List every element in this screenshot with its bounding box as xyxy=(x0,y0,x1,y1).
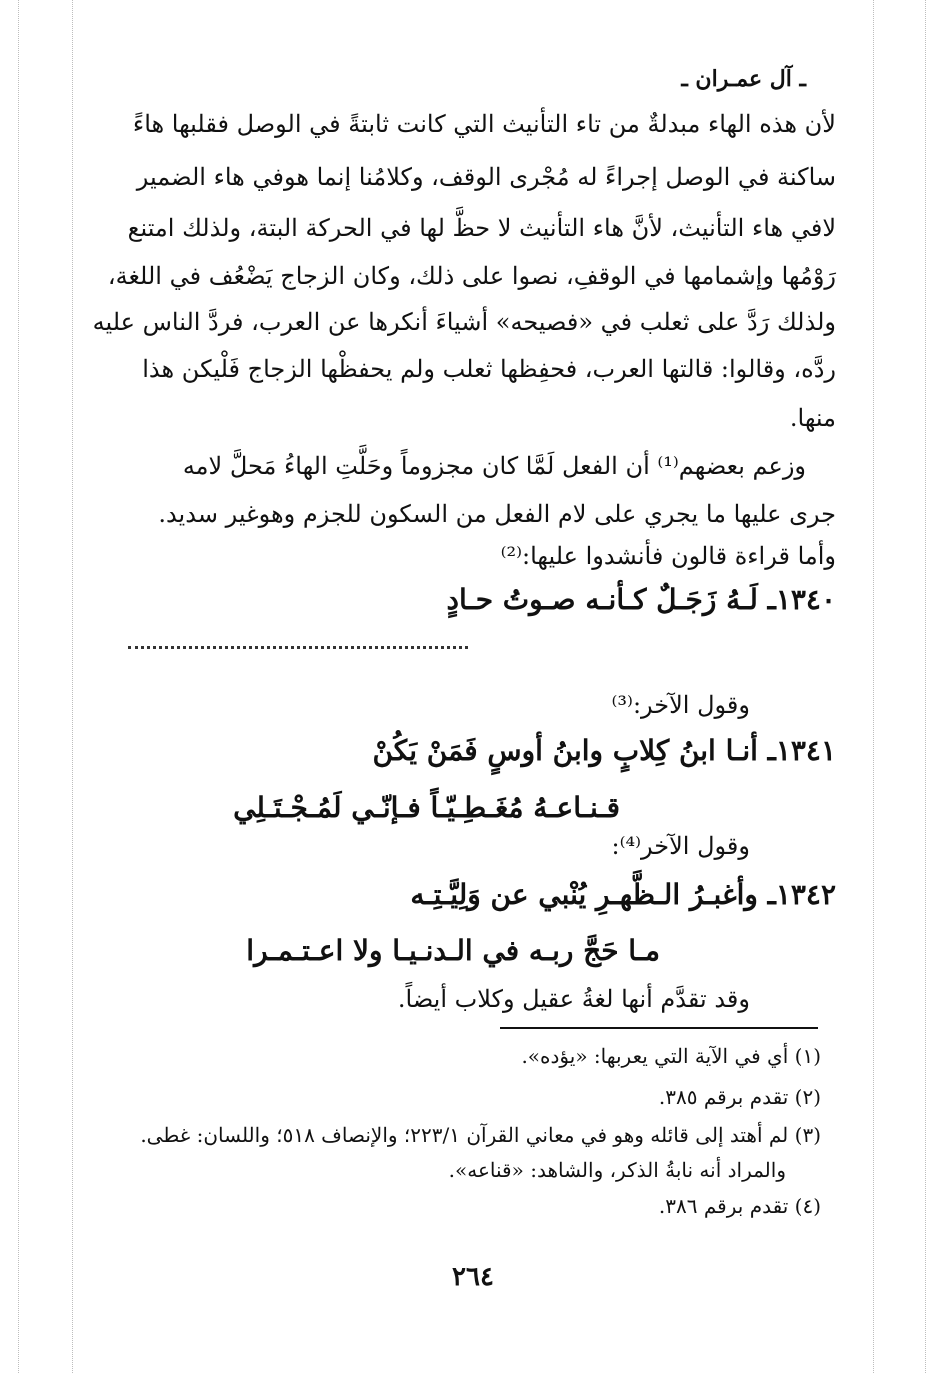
verse-1341-first-hemistich: ١٣٤١ـ أنـا ابنُ كِلابٍ وابنُ أوسٍ فَمَنْ يَكُنْ xyxy=(372,734,836,767)
verse-1340-dotted-leader xyxy=(128,646,468,653)
paragraph-2-line-2: جرى عليها ما يجري على لام الفعل من السكون للجزم وهوغير سديد. xyxy=(158,500,836,528)
closing-remark: وقد تقدَّم أنها لغةُ عقيل وكلاب أيضاً. xyxy=(397,985,750,1013)
scan-margin-guide-right xyxy=(925,0,926,1373)
paragraph-1-line-1: لأن هذه الهاء مبدلةٌ من تاء التأنيث التي كانت ثابتةً في الوصل فقلبها هاءً xyxy=(132,110,836,138)
verse-1342-first-hemistich: ١٣٤٢ـ وأغبـرُ الـظَّهـرِ يُنْبي عن وَلِيَّـتِـه xyxy=(410,878,836,911)
scan-margin-guide-left-inner xyxy=(72,0,73,1373)
paragraph-2-line-3: وأما قراءة قالون فأنشدوا عليها:⁽²⁾ xyxy=(500,542,836,570)
paragraph-1-line-5: ولذلك رَدَّ على ثعلب في «فصيحه» أشياءَ أنكرها عن العرب، فردَّ الناس عليه xyxy=(92,308,836,336)
verse-1341-second-hemistich: قـنـاعـهُ مُغَـطِـيّـاً فـإنّـي لَمُـجْـتَـلِي xyxy=(233,791,620,824)
footnote-4: (٤) تقدم برقم ٣٨٦. xyxy=(658,1194,821,1218)
paragraph-1-line-2: ساكنة في الوصل إجراءً له مُجْرى الوقف، وكلامُنا إنما هوفي هاء الضمير xyxy=(136,163,836,191)
paragraph-1-line-4: رَوْمُها وإشمامها في الوقفِ، نصوا على ذلك، وكان الزجاج يَضْعُف في اللغة، xyxy=(107,262,836,290)
paragraph-1-line-7: منها. xyxy=(789,404,836,432)
page-number: ٢٦٤ xyxy=(452,1262,494,1292)
quote-intro-4: وقول الآخر⁽⁴⁾: xyxy=(611,832,750,860)
scan-margin-guide-right-inner xyxy=(873,0,874,1373)
verse-1340: ١٣٤٠ـ لَـهُ زَجَـلٌ كـأنـه صـوتُ حـادٍ xyxy=(446,583,836,616)
footnote-separator xyxy=(500,1027,818,1029)
paragraph-2-line-1: وزعم بعضهم⁽¹⁾ أن الفعل لَمَّا كان مجزوماً وحَلَّتِ الهاءُ مَحلَّ لامه xyxy=(182,452,806,480)
verse-1342-second-hemistich: مـا حَجَّ ربـه في الـدنـيـا ولا اعـتـمـرا xyxy=(246,934,660,967)
footnote-1: (١) أي في الآية التي يعربها: «يؤده». xyxy=(521,1044,821,1068)
quote-intro-3: وقول الآخر:⁽³⁾ xyxy=(611,691,750,719)
footnote-3: (٣) لم أهتد إلى قائله وهو في معاني القرآن ٢٢٣/١؛ والإنصاف ٥١٨؛ واللسان: غطى. xyxy=(140,1123,821,1147)
footnote-2: (٢) تقدم برقم ٣٨٥. xyxy=(658,1085,821,1109)
running-header: ـ آل عمـران ـ xyxy=(681,66,806,92)
paragraph-1-line-6: ردَّه، وقالوا: قالتها العرب، فحفِظها ثعلب ولم يحفظْها الزجاج فَلْيكن هذا xyxy=(142,355,836,383)
footnote-3-continued: والمراد أنه نابةُ الذكر، والشاهد: «قناعه». xyxy=(448,1158,786,1182)
paragraph-1-line-3: لافي هاء التأنيث، لأنَّ هاء التأنيث لا حظَّ لها في الحركة البتة، ولذلك امتنع xyxy=(127,214,836,242)
scan-margin-guide-left xyxy=(18,0,19,1373)
